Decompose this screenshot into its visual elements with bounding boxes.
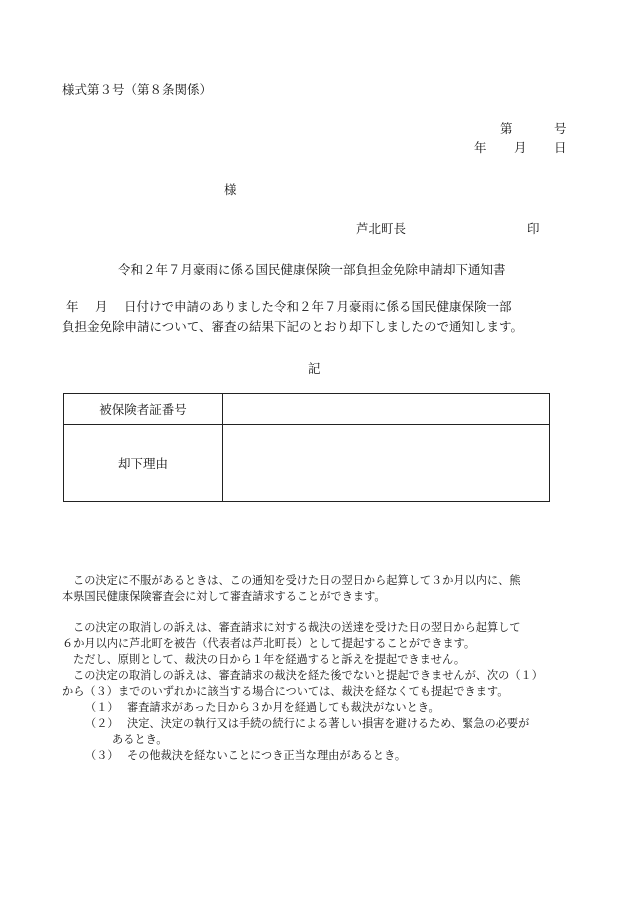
intro-line-2: 負担金免除申請について、審査の結果下記のとおり却下しましたので通知します。 — [62, 319, 524, 334]
notice-line: この決定の取消しの訴えは、審査請求に対する裁決の送達を受けた日の翌日から起算して — [73, 621, 521, 634]
sender-name: 芦北町長 — [356, 221, 407, 236]
list-item-number: （３） — [85, 749, 119, 762]
number-label-prefix: 第 — [500, 121, 513, 136]
notice-line: から（３）までのいずれかに該当する場合については、裁決を経なくても提起できます。 — [62, 685, 509, 698]
intro-line-1: 年 月 日付けで申請のありました令和２年７月豪雨に係る国民健康保険一部 — [66, 299, 512, 314]
list-item — [85, 748, 406, 764]
list-item-number: （１） — [85, 701, 119, 714]
notice-line: ただし、原則として、裁決の日から１年を経過すると訴えを提起できません。 — [73, 653, 466, 666]
notice-line: 本県国民健康保険審査会に対して審査請求することができます。 — [62, 590, 386, 603]
list-item-text: その他裁決を経ないことにつき正当な理由があるとき。 — [127, 749, 407, 762]
notice-line: ６か月以内に芦北町を被告（代表者は芦北町長）として提起することができます。 — [62, 637, 476, 650]
list-item-continuation: あるとき。 — [112, 733, 168, 746]
rejection-reason-field[interactable] — [223, 425, 550, 502]
notice-line: この決定に不服があるときは、この通知を受けた日の翌日から起算して３か月以内に、熊 — [73, 574, 521, 587]
rejection-reason-label: 却下理由 — [64, 425, 223, 502]
number-label-suffix: 号 — [554, 121, 567, 136]
insurance-card-number-field[interactable] — [223, 394, 550, 425]
list-item — [85, 700, 440, 716]
detail-table — [63, 393, 550, 502]
list-item — [85, 716, 529, 732]
date-year-label: 年 — [474, 140, 487, 155]
table-row — [64, 425, 550, 502]
form-number: 様式第３号（第８条関係） — [62, 82, 213, 97]
addressee-honorific: 様 — [224, 182, 237, 197]
insurance-card-number-label: 被保険者証番号 — [64, 394, 223, 425]
date-day-label: 日 — [554, 140, 567, 155]
list-item-text: 審査請求があった日から３か月を経過しても裁決がないとき。 — [127, 701, 440, 714]
notice-line: この決定の取消しの訴えは、審査請求の裁決を経た後でないと提起できませんが、次の（１） — [73, 669, 543, 682]
date-month-label: 月 — [514, 140, 527, 155]
list-item-text: 決定、決定の執行又は手続の続行による著しい損害を避けるため、緊急の必要が — [127, 717, 530, 730]
list-item-number: （２） — [85, 717, 119, 730]
table-row — [64, 394, 550, 425]
ki-heading: 記 — [308, 361, 321, 376]
document-title: 令和２年７月豪雨に係る国民健康保険一部負担金免除申請却下通知書 — [118, 262, 506, 277]
seal-mark: 印 — [527, 221, 540, 236]
